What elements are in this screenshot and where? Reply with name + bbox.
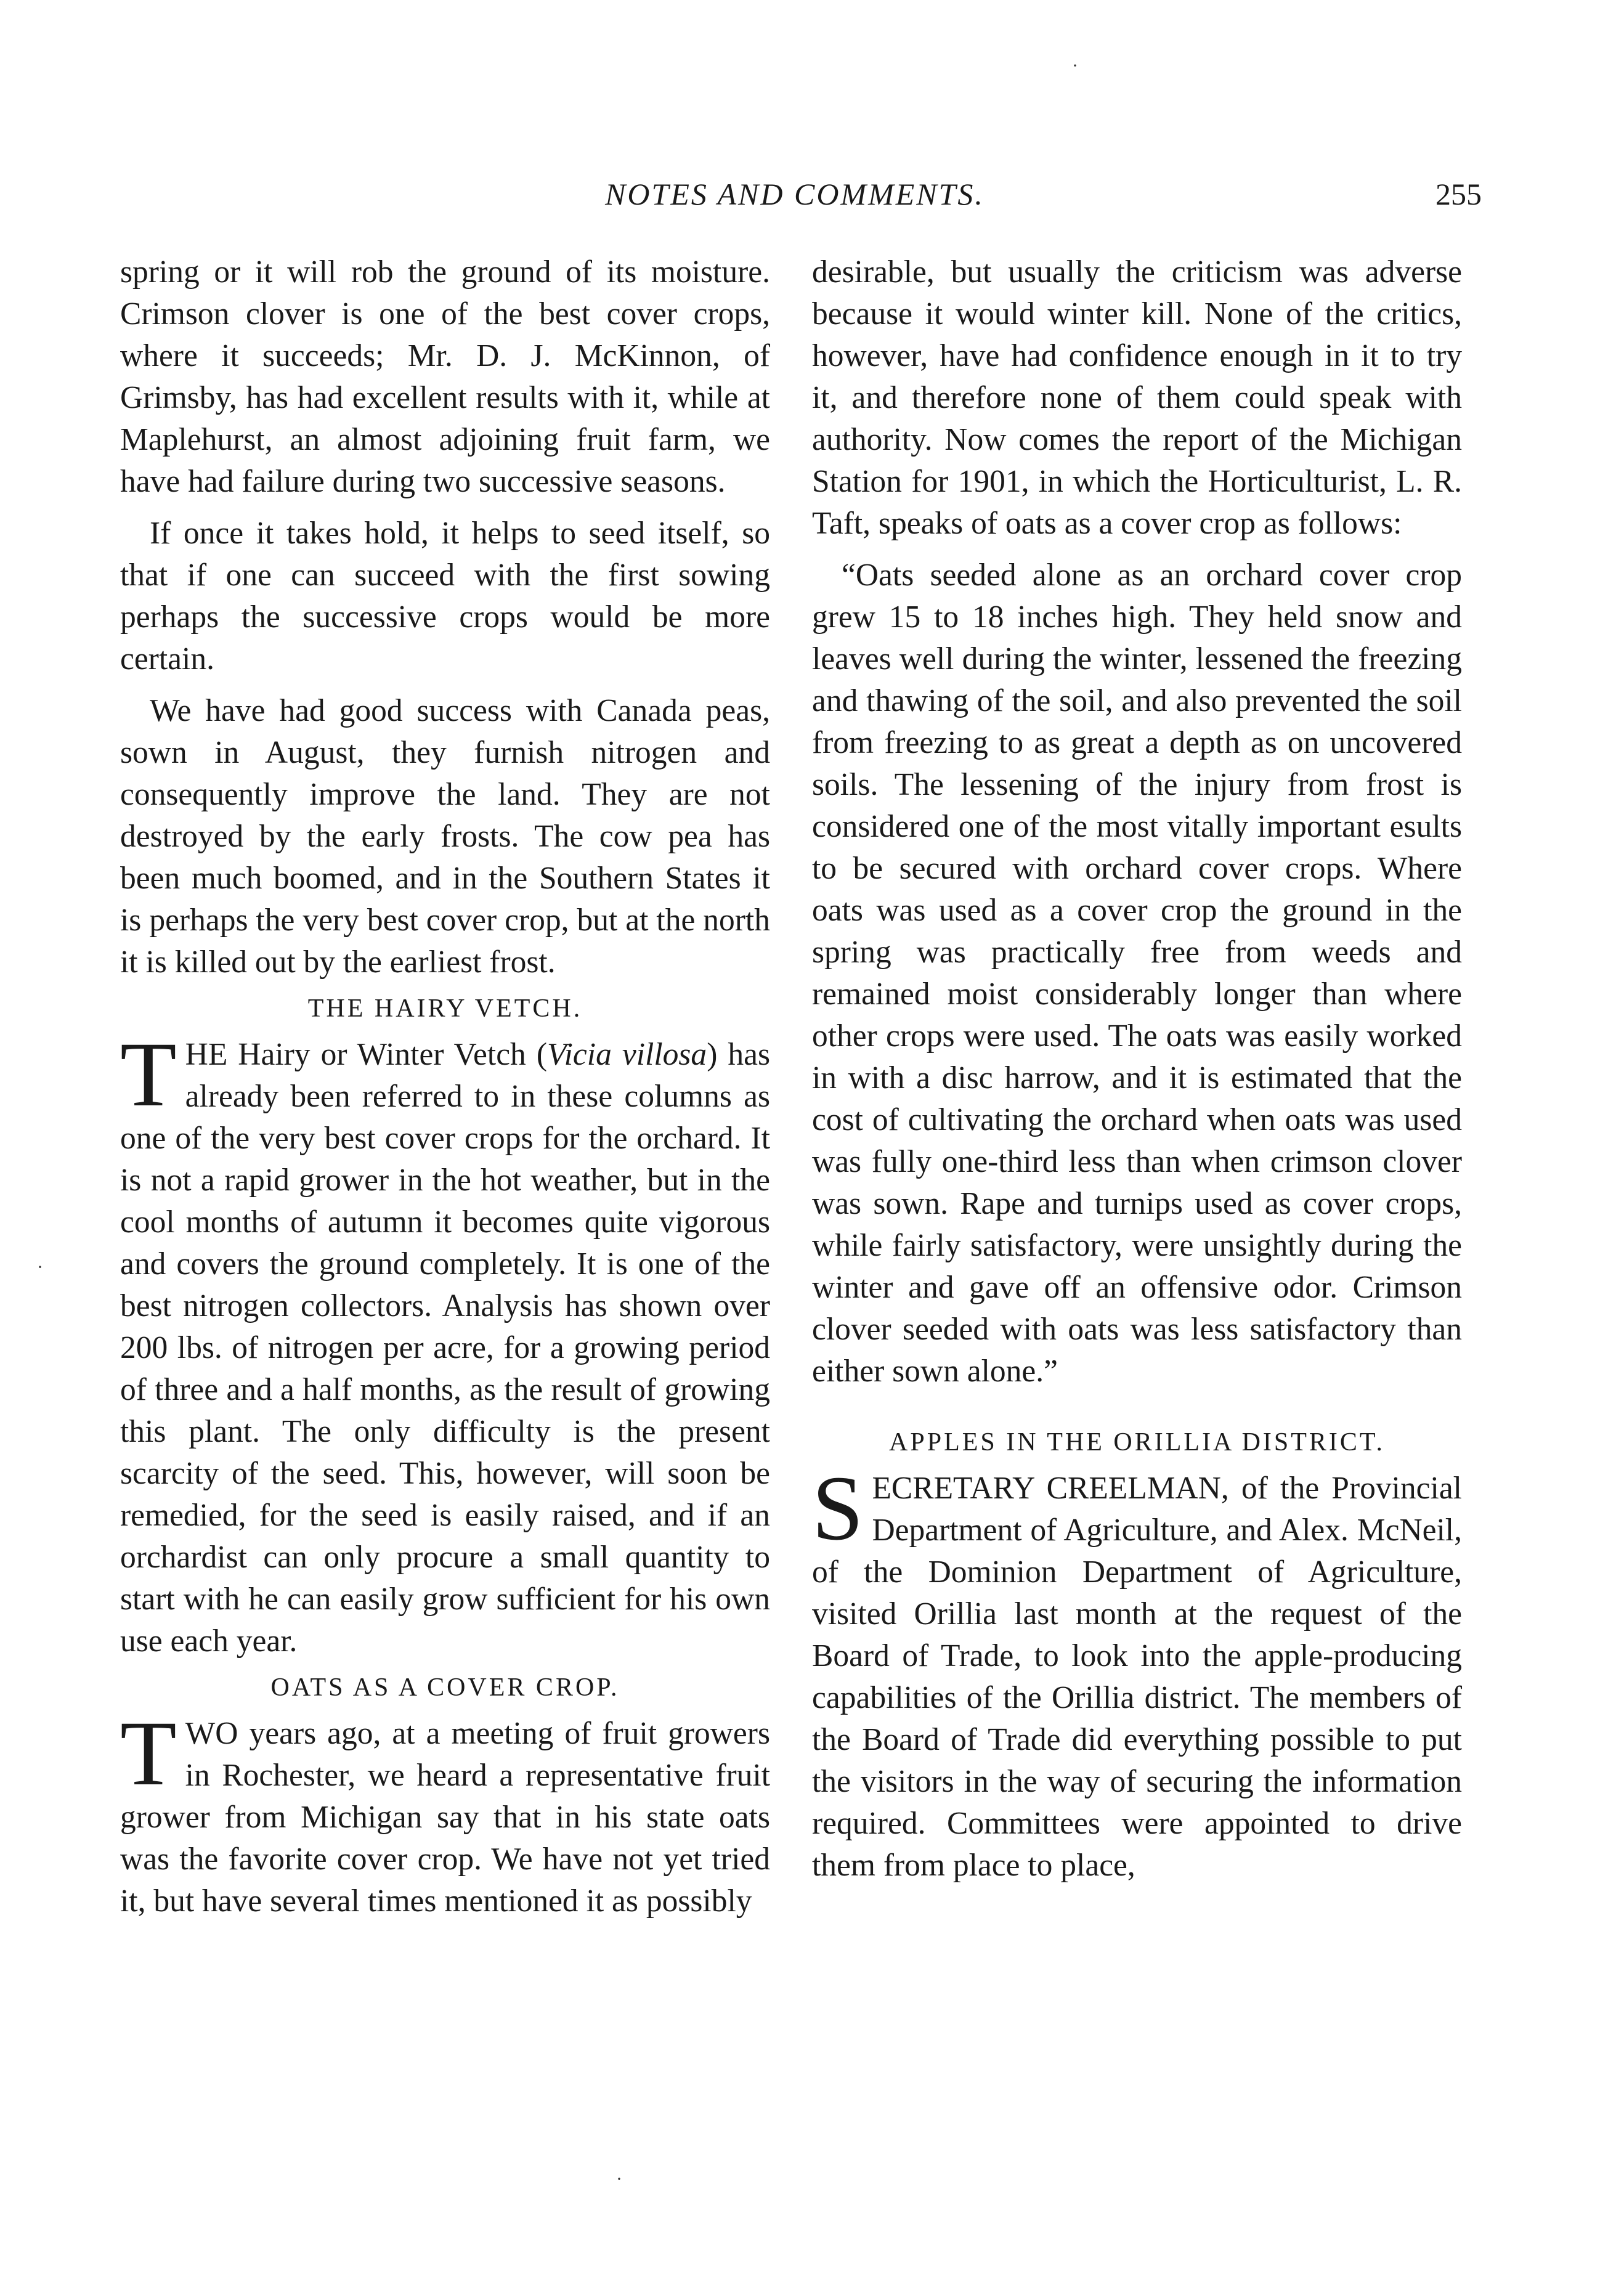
scan-mark: ·: [37, 1257, 43, 1277]
scan-mark: ·: [1072, 55, 1078, 76]
drop-cap: T: [120, 1023, 177, 1126]
paragraph: [120, 1023, 770, 1662]
paragraph: We have had good success with Canada peas, sown in August, they furnish nitrogen and consequently improve the land. They are not destroyed by the early frosts. The cow pea has been much boomed, and in the Southern States it is perhaps the very best cover crop, but at the north it is killed out by the earliest frost.: [120, 693, 770, 980]
species-name: Vicia villosa: [546, 1037, 707, 1072]
right-column: [812, 251, 1462, 1887]
scan-mark: ·: [616, 2169, 622, 2189]
paragraph: [120, 1702, 770, 1922]
paragraph-text: HE Hairy or Winter Vetch (: [185, 1037, 547, 1072]
paragraph-text: WO years ago, at a meeting of fruit growers in Rochester, we heard a representative fruit grower from Michigan say that in his state oats was the favorite cover crop. We have not yet tried it, but have several times mentioned it as possibly: [120, 1716, 770, 1919]
running-header: NOTES AND COMMENTS.: [605, 177, 985, 211]
drop-cap: S: [812, 1457, 864, 1559]
left-column: [120, 251, 770, 1922]
block-quote: “Oats seeded alone as an orchard cover crop grew 15 to 18 inches high. They held snow and leaves well during the winter, lessened the freezing and thawing of the soil, and also prevented the soil from freezing to as great a depth as on uncovered soils. The lessening of the injury from frost is considered one of the most vitally important esults to be secured with orchard cover crops. Where oats was used as a cover crop the ground in the spring was practically free from weeds and remained moist considerably longer than where other crops were used. The oats was easily worked in with a disc harrow, and it is estimated that the cost of cultivating the orchard when oats was used was fully one-third less than when crimson clover was sown. Rape and turnips used as cover crops, while fairly satisfactory, were unsightly during the winter and gave off an offensive odor. Crimson clover seeded with oats was less satisfactory than either sown alone.”: [812, 558, 1462, 1389]
paragraph: spring or it will rob the ground of its moisture. Crimson clover is one of the best cover crops, where it succeeds; Mr. D. J. McKinnon, of Grimsby, has had excellent results with it, while at Maplehurst, an almost adjoining fruit farm, we have had failure during two successive seasons.: [120, 254, 770, 499]
paragraph: [812, 1457, 1462, 1887]
paragraph: desirable, but usually the criticism was adverse because it would winter kill. None of the critics, however, have had confidence enough in it to try it, and therefore none of them could speak with authority. Now comes the report of the Michigan Station for 1901, in which the Horticulturist, L. R. Taft, speaks of oats as a cover crop as follows:: [812, 254, 1462, 541]
section-heading: APPLES IN THE ORILLIA DISTRICT.: [889, 1428, 1385, 1457]
paragraph-text: ECRETARY CREELMAN, of the Provincial Department of Agriculture, and Alex. McNeil, of the Dominion Department of Agriculture, visited Orillia last month at the request of the Board of Trade, to look into the apple-producing capabilities of the Orillia district. The members of the Board of Trade did everything possible to put the visitors in the way of securing the information required. Committees were appointed to drive them from place to place,: [812, 1471, 1462, 1883]
drop-cap: T: [120, 1702, 177, 1805]
paragraph-text: ) has already been referred to in these columns as one of the very best cover crops for the orchard. It is not a rapid grower in the hot weather, but in the cool months of autumn it becomes quite vigorous and covers the ground completely. It is one of the best nitrogen collectors. Analysis has shown over 200 lbs. of nitrogen per acre, for a growing period of three and a half months, as the result of growing this plant. The only difficulty is the present scarcity of the seed. This, however, will soon be remedied, for the seed is easily raised, and if an orchardist can only procure a small quantity to start with he can easily grow sufficient for his own use each year.: [120, 1037, 770, 1659]
paragraph: If once it takes hold, it helps to seed itself, so that if one can succeed with the first sowing perhaps the successive crops would be more certain.: [120, 516, 770, 677]
section-heading: THE HAIRY VETCH.: [307, 994, 583, 1023]
section-heading: OATS AS A COVER CROP.: [270, 1673, 620, 1702]
page-number: 255: [1435, 177, 1482, 211]
